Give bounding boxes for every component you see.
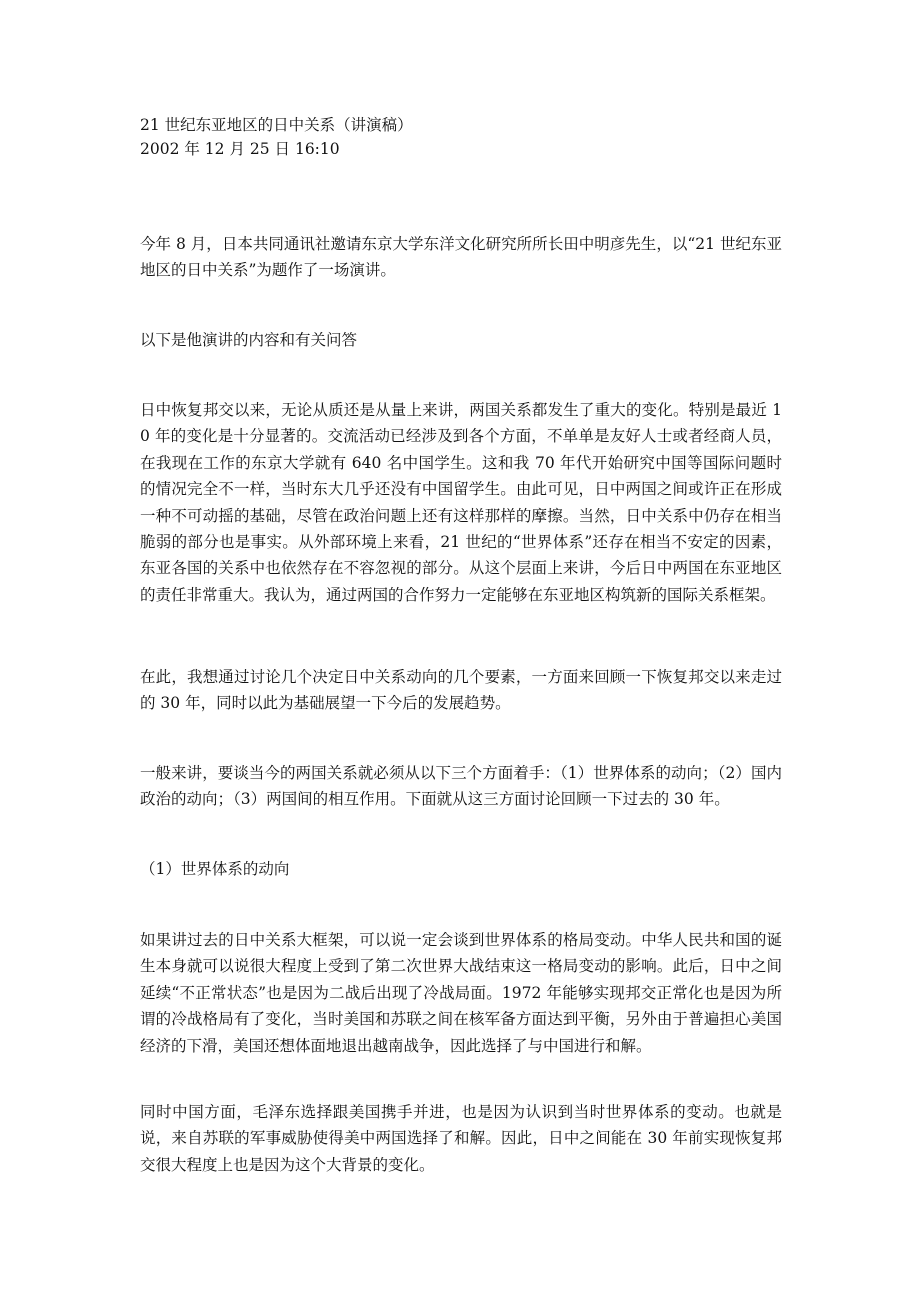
paragraph-body-4: 如果讲过去的日中关系大框架，可以说一定会谈到世界体系的格局变动。中华人民共和国的诞生本身就可以说很大程度上受到了第二次世界大战结束这一格局变动的影响。此后，日中之间延续“不正常状态”也是因为二战后出现了冷战局面。1972 年能够实现邦交正常化也是因为所谓的冷战格局有了变化，当时美国和苏联之间在核军备方面达到平衡，另外由于普遍担心美国经济的下滑，美国还想体面地退出越南战争，因此选择了与中国进行和解。 xyxy=(140,931,782,1055)
paragraph-body-5: 同时中国方面，毛泽东选择跟美国携手并进，也是因为认识到当时世界体系的变动。也就是说，来自苏联的军事威胁使得美中两国选择了和解。因此，日中之间能在 30 年前实现恢复邦交很大程度上也是因为这个大背景的变化。 xyxy=(140,1103,782,1174)
paragraph-intro: 今年 8 月，日本共同通讯社邀请东京大学东洋文化研究所所长田中明彦先生，以“21 世纪东亚地区的日中关系”为题作了一场演讲。 xyxy=(140,235,782,280)
section-heading-world-system: （1）世界体系的动向 xyxy=(140,860,290,878)
paragraph-subheading: 以下是他演讲的内容和有关问答 xyxy=(140,331,358,349)
document-title: 21 世纪东亚地区的日中关系（讲演稿） xyxy=(140,116,413,134)
document-datetime: 2002 年 12 月 25 日 16:10 xyxy=(140,140,340,158)
paragraph-body-3: 一般来讲，要谈当今的两国关系就必须从以下三个方面着手：（1）世界体系的动向；（2）国内政治的动向；（3）两国间的相互作用。下面就从这三方面讨论回顾一下过去的 30 年。 xyxy=(140,764,782,809)
paragraph-body-2: 在此，我想通过讨论几个决定日中关系动向的几个要素，一方面来回顾一下恢复邦交以来走过的 30 年，同时以此为基础展望一下今后的发展趋势。 xyxy=(140,668,782,713)
paragraph-body-1: 日中恢复邦交以来，无论从质还是从量上来讲，两国关系都发生了重大的变化。特别是最近 10 年的变化是十分显著的。交流活动已经涉及到各个方面，不单单是友好人士或者经商人员，在我现在工作的东京大学就有 640 名中国学生。这和我 70 年代开始研究中国等国际问题时的情况完全不一样，当时东大几乎还没有中国留学生。由此可见，日中两国之间或许正在形成一种不可动摇的基础，尽管在政治问题上还有这样那样的摩擦。当然，日中关系中仍存在相当脆弱的部分也是事实。从外部环境上来看，21 世纪的“世界体系”还存在相当不安定的因素，东亚各国的关系中也依然存在不容忽视的部分。从这个层面上来讲，今后日中两国在东亚地区的责任非常重大。我认为，通过两国的合作努力一定能够在东亚地区构筑新的国际关系框架。 xyxy=(140,401,782,604)
